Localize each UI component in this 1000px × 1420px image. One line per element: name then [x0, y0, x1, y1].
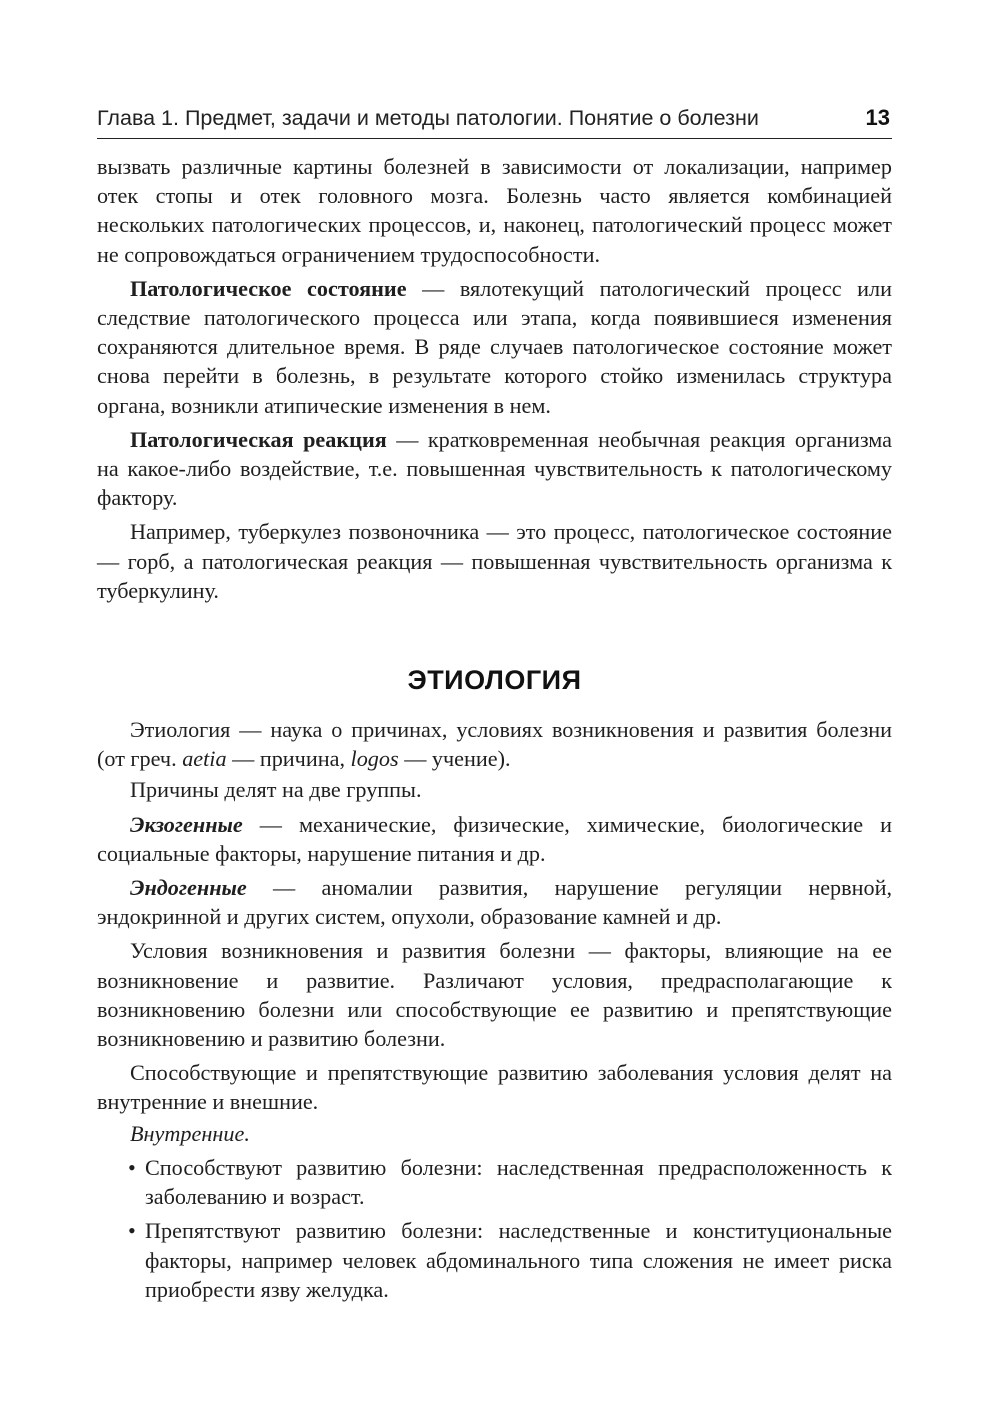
page-body — [97, 152, 892, 1304]
definition-mid: — причина, — [226, 746, 351, 772]
conditions-split-paragraph: Способствующие и препятствующие развитию заболевания условия делят на внутренние и внешние. — [97, 1060, 892, 1115]
term-pathological-reaction: Патологическая реакция — [130, 426, 387, 452]
term-pathological-state: Патологическое состояние — [130, 275, 407, 301]
group-endogenous — [97, 873, 892, 931]
internal-label-text: Внутренние. — [130, 1120, 250, 1146]
term-endogenous: Эндогенные — [130, 875, 247, 901]
greek-term-aetia: aetia — [182, 746, 227, 772]
list-item — [97, 1216, 892, 1304]
etiology-definition — [97, 715, 892, 773]
page-number: 13 — [865, 105, 890, 130]
group-text: — аномалии развития, нарушение регуляции нервной, эндокринной и других систем, опухоли, образование камней и др. — [97, 875, 892, 930]
definition-pathological-reaction — [97, 425, 892, 513]
term-exogenous: Экзогенные — [130, 811, 243, 837]
group-exogenous — [97, 810, 892, 868]
list-item-text: Препятствуют развитию болезни: наследственные и конституциональные факторы, например человек абдоминального типа сложения не имеет риска приобрести язву желудка. — [145, 1218, 892, 1302]
running-title: Глава 1. Предмет, задачи и методы патологии. Понятие о болезни — [97, 106, 759, 130]
continuation-paragraph: вызвать различные картины болезней в зависимости от локализации, например отек стопы и отек головного мозга. Болезнь часто является комбинацией нескольких патологических процессов, и, наконец, патологический процесс может не сопровождаться ограничением трудоспособности. — [97, 154, 892, 267]
definition-lead: Этиология — наука о причинах, условиях возникновения и развития болезни (от греч. — [97, 717, 892, 772]
list-item-text: Способствуют развитию болезни: наследственная предрасположенность к заболеванию и возраст. — [145, 1154, 892, 1210]
groups-intro: Причины делят на две группы. — [130, 777, 422, 803]
internal-conditions-list — [97, 1153, 892, 1304]
definition-pathological-state — [97, 274, 892, 420]
definition-text: — кратковременная необычная реакция организма на какое-либо воздействие, т.е. повышенная чувствительность к патологическому фактору. — [97, 426, 892, 511]
example-paragraph: Например, туберкулез позвоночника — это процесс, патологическое состояние — горб, а патологическая реакция — повышенная чувствительность организма к туберкулину. — [97, 519, 892, 603]
group-text: — механические, физические, химические, биологические и социальные факторы, нарушение питания и др. — [97, 811, 892, 866]
bullet-icon: • — [128, 1218, 136, 1244]
greek-term-logos: logos — [350, 746, 399, 772]
internal-label — [97, 1119, 892, 1148]
list-item — [97, 1153, 892, 1211]
running-header — [97, 104, 892, 139]
definition-tail: — учение). — [398, 746, 511, 772]
conditions-paragraph: Условия возникновения и развития болезни — факторы, влияющие на ее возникновение и развитие. Различают условия, предрасполагающие к возникновению болезни или способствующие ее развитию и препятствующие возникновению и развитию болезни. — [97, 938, 892, 1052]
bullet-icon: • — [128, 1154, 136, 1180]
section-heading: ЭТИОЛОГИЯ — [407, 665, 582, 696]
definition-text: — вялотекущий патологический процесс или следствие патологического процесса или этапа, когда появившиеся изменения сохраняются длительное время. В ряде случаев патологическое состояние может снова перейти в болезнь, в результате которого стойко изменилась структура органа, возникли атипические изменения в нем. — [97, 275, 892, 418]
